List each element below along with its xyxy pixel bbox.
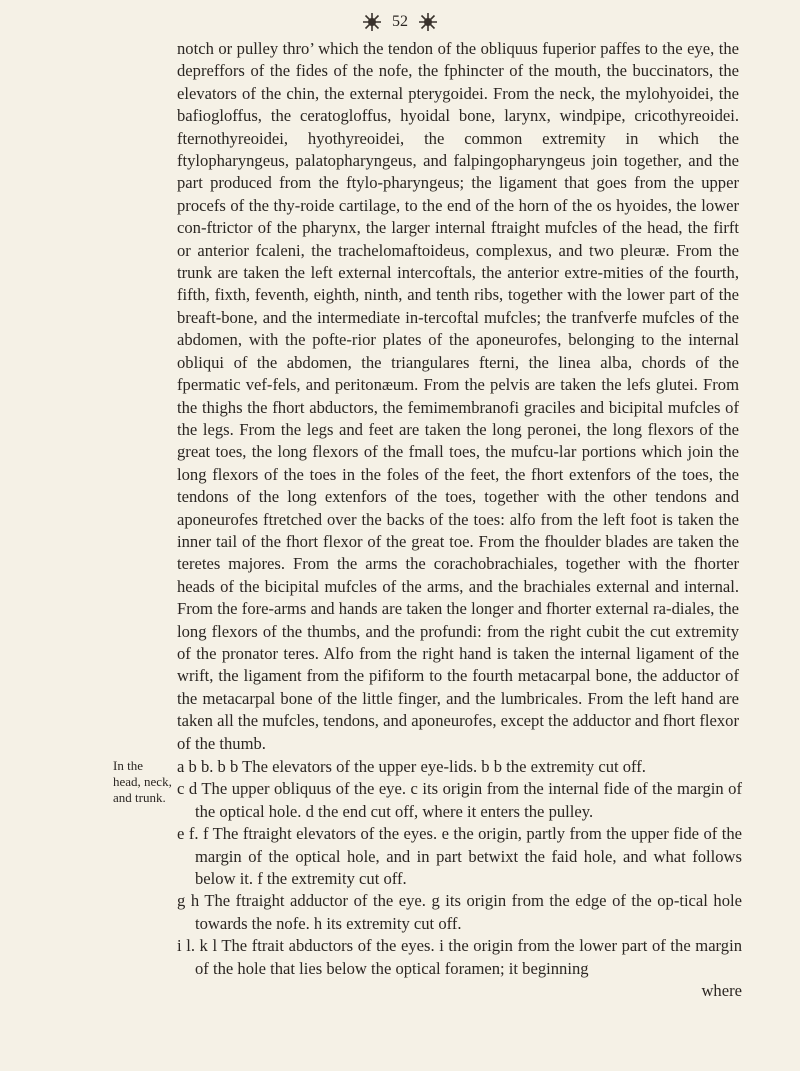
legend-entry: g h The ftraight adductor of the eye. g its origin from the edge of the op-tical hole towards the nofe. h its extremity cut off.: [177, 891, 742, 933]
legend-entry: e f. f The ftraight elevators of the eyes. e the origin, partly from the upper fide of the margin of the optical hole, and in part betwixt the faid hole, and what follows below it. f the extremity cut off.: [177, 824, 742, 889]
page-header: [0, 12, 800, 32]
legend-entry: c d The upper obliquus of the eye. c its origin from the internal fide of the margin of the optical hole. d the end cut off, where it enters the pulley.: [177, 779, 742, 821]
ornament-right-icon: [418, 12, 438, 32]
ornament-left-icon: [362, 12, 382, 32]
legend-entry: i l. k l The ftrait abductors of the eyes. i the origin from the lower part of the margin of the hole that lies below the optical foramen; it beginning: [177, 936, 742, 978]
margin-note: In the head, neck, and trunk.: [113, 758, 172, 805]
figure-legend: [177, 756, 742, 1002]
page-number: 52: [392, 13, 408, 30]
catchword: where: [701, 981, 742, 1001]
body-paragraph: notch or pulley thro’ which the tendon of the obliquus fuperior paffes to the eye, the depreffors of the fides of the nofe, the fphincter of the mouth, the buccinators, the elevators of the chin, the external pterygoidei. From the neck, the mylohyoidei, the bafiogloffus, the ceratogloffus, hyoidal bone, larynx, windpipe, cricothyreoidei. fternothyreoidei, hyothyreoidei, the common extremity in which the ftylopharyngeus, palatopharyngeus, and falpingopharyngeus join together, and the part produced from the ftylo-pharyngeus; the ligament that goes from the upper procefs of the thy-roide cartilage, to the end of the horn of the os hyoides, the lower con-ftrictor of the pharynx, the larger internal ftraight mufcles of the head, the firft or anterior fcaleni, the trachelomaftoideus, complexus, and two pleuræ. From the trunk are taken the left external intercoftals, the anterior extre-mities of the fourth, fifth, fixth, feventh, eighth, ninth, and tenth ribs, together with the lower part of the breaft-bone, and the intermediate in-tercoftal mufcles; the tranfverfe mufcles of the abdomen, with the pofte-rior plates of the aponeurofes, belonging to the internal obliqui of the abdomen, the triangulares fterni, the linea alba, chords of the fpermatic vef-fels, and peritonæum. From the pelvis are taken the lefs glutei. From the thighs the fhort abductors, the femimembranofi graciles and bicipital mufcles of the legs. From the legs and feet are taken the long peronei, the long flexors of the great toes, the long flexors of the fmall toes, the mufcu-lar portions which join the long flexors of the toes in the foles of the feet, the fhort extenfors of the toes, the tendons of the long extenfors of the toes, together with the other tendons and aponeurofes ftretched over the backs of the toes: alfo from the left foot is taken the inner tail of the fhort flexor of the great toe. From the fhoulder blades are taken the teretes majores. From the arms the corachobrachiales, together with the fhorter heads of the bicipital mufcles of the arms, and the brachiales external and internal. From the fore-arms and hands are taken the longer and fhorter external ra-diales, the long flexors of the thumbs, and the profundi: from the right cubit the cut extremity of the pronator teres. Alfo from the right hand is taken the internal ligament of the wrift, the ligament from the pifiform to the fourth metacarpal bone, the adductor of the metacarpal bone of the little finger, and the lumbricales. From the left hand are taken all the mufcles, tendons, and aponeurofes, except the adductor and fhort flexor of the thumb.: [177, 39, 739, 753]
legend-entry: a b b. b b The elevators of the upper eye-lids. b b the extremity cut off.: [177, 757, 646, 776]
main-text-block: [177, 38, 739, 755]
